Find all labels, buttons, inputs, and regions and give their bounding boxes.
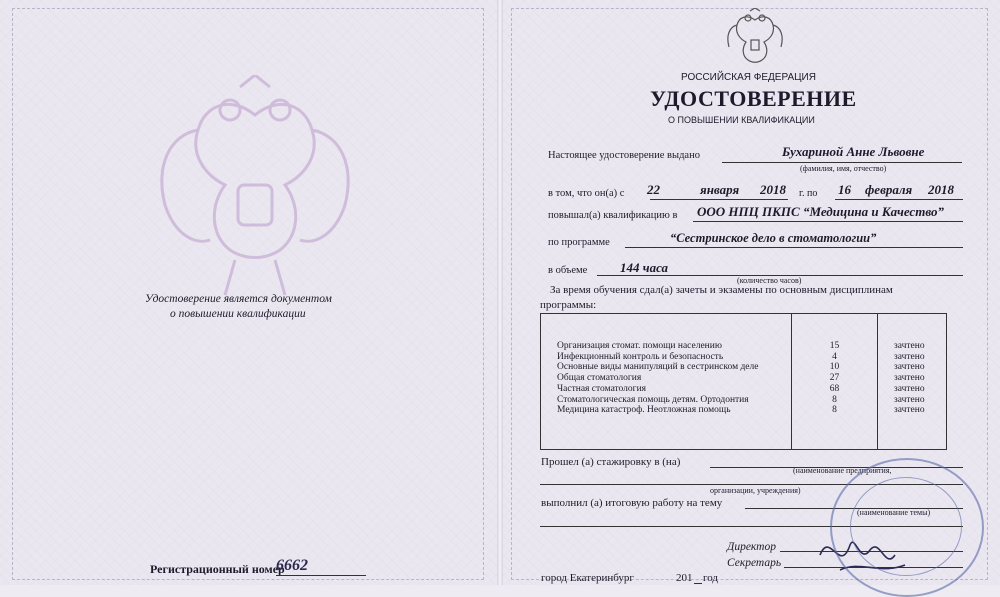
- document-note-line2: о повышении квалификации: [170, 308, 306, 320]
- year-word: год: [703, 572, 719, 584]
- organization-name: ООО НПЦ ПКПС “Медицина и Качество”: [697, 204, 944, 219]
- volume-value: 144 часа: [620, 260, 669, 275]
- end-day: 16: [838, 182, 851, 197]
- subject-result: зачтено: [894, 394, 925, 405]
- city-label: город Екатеринбург: [541, 572, 634, 584]
- subject-hours: 10: [829, 362, 840, 373]
- document-title: УДОСТОВЕРЕНИЕ: [650, 86, 857, 111]
- director-label: Директор: [727, 541, 776, 553]
- start-day: 22: [647, 182, 660, 197]
- start-date-line: [650, 199, 788, 200]
- subject-name: Частная стоматология: [557, 383, 647, 394]
- subject-hours: 68: [829, 383, 840, 394]
- coat-of-arms-emblem: [150, 75, 360, 305]
- subject-hours: 8: [832, 394, 837, 405]
- subject-name: Медицина катастроф. Неотложная помощь: [557, 405, 731, 416]
- issued-label: Настоящее удостоверение выдано: [548, 150, 700, 161]
- organization-line: [693, 221, 963, 222]
- hours-column-divider: [791, 313, 792, 449]
- internship-hint-2: организации, учреждения): [710, 486, 801, 495]
- subject-name: Основные виды манипуляций в сестринском деле: [557, 362, 759, 373]
- result-column-divider: [877, 313, 878, 449]
- subject-result: зачтено: [894, 351, 925, 362]
- exams-text-line1: За время обучения сдал(а) зачеты и экзамены по основным дисциплинам: [550, 284, 893, 296]
- start-year: 2018: [760, 182, 786, 197]
- registration-number: 6662: [276, 557, 308, 574]
- document-note-line1: Удостоверение является документом: [145, 293, 332, 305]
- subject-name: Организация стомат. помощи населению: [557, 341, 722, 351]
- subject-hours: 15: [829, 341, 840, 351]
- program-name: “Сестринское дело в стоматологии”: [670, 231, 877, 245]
- subject-result: зачтено: [894, 383, 925, 394]
- final-work-label: выполнил (а) итоговую работу на тему: [541, 497, 723, 509]
- subject-name: Инфекционный контроль и безопасность: [557, 351, 724, 362]
- subject-name: Стоматологическая помощь детям. Ортодонтия: [557, 394, 749, 405]
- subject-hours: 8: [832, 405, 837, 416]
- recipient-name: Бухариной Анне Львовне: [782, 144, 925, 159]
- internship-label: Прошел (а) стажировку в (на): [541, 456, 681, 468]
- volume-label: в объеме: [548, 265, 588, 276]
- end-date-line: [835, 199, 963, 200]
- period-to-label: г. по: [799, 188, 818, 199]
- program-line: [625, 247, 963, 248]
- subject-result: зачтено: [894, 373, 925, 384]
- document-subtitle: О ПОВЫШЕНИИ КВАЛИФИКАЦИИ: [668, 115, 815, 125]
- volume-hint: (количество часов): [737, 276, 802, 285]
- subject-hours: 4: [832, 351, 837, 362]
- start-month: января: [700, 182, 740, 197]
- subject-result: зачтено: [894, 362, 925, 373]
- country-label: РОССИЙСКАЯ ФЕДЕРАЦИЯ: [681, 72, 816, 83]
- coat-of-arms-small-icon: [725, 8, 785, 66]
- recipient-hint: (фамилия, имя, отчество): [800, 164, 887, 173]
- left-page: [0, 0, 497, 585]
- internship-hint-1: (наименование предприятия,: [793, 466, 892, 475]
- registration-label: Регистрационный номер: [150, 562, 285, 576]
- recipient-line: [722, 162, 962, 163]
- year-label: 201: [676, 572, 693, 584]
- subject-result: зачтено: [894, 341, 925, 351]
- final-work-hint: (наименование темы): [857, 508, 931, 517]
- exams-text-line2: программы:: [540, 299, 597, 311]
- subject-result: зачтено: [894, 405, 925, 416]
- year-line: [694, 583, 702, 584]
- end-month: февраля: [865, 182, 913, 197]
- period-label: в том, что он(а) с: [548, 188, 625, 199]
- registration-line: [276, 575, 366, 576]
- secretary-label: Секретарь: [727, 557, 782, 569]
- subject-name: Общая стоматология: [557, 373, 642, 384]
- subject-hours: 27: [829, 373, 840, 384]
- official-stamp-inner-ring: [850, 477, 962, 576]
- program-label: по программе: [548, 237, 610, 248]
- improved-label: повышал(а) квалификацию в: [548, 210, 678, 221]
- end-year: 2018: [928, 182, 954, 197]
